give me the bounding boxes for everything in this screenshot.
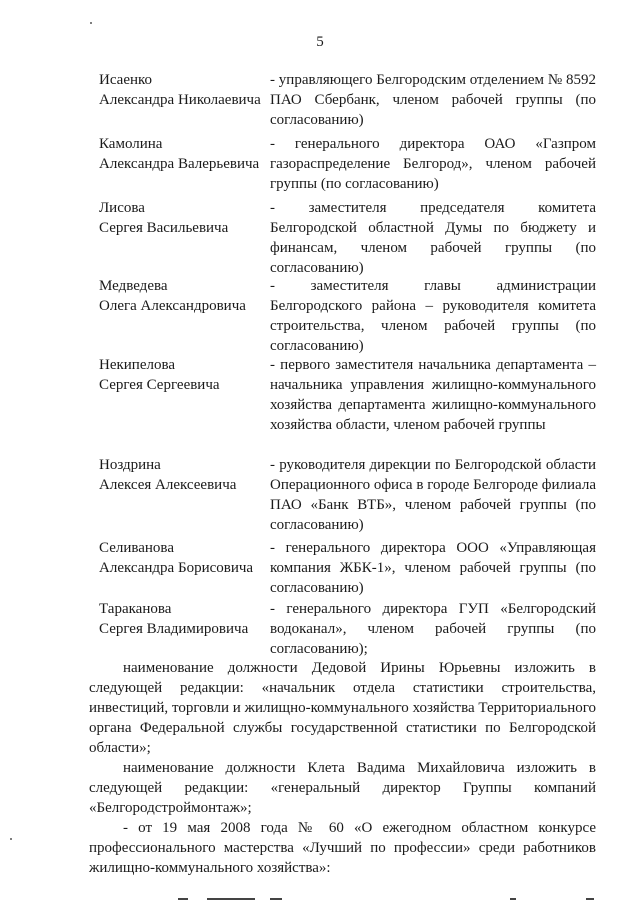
member-name — [99, 455, 269, 495]
member-role: - заместителя главы администрации Белгородского района – руководителя комитета строительства, членом рабочей группы (по согласованию) — [270, 278, 596, 354]
paragraph-resolution-60: - от 19 мая 2008 года № 60 «О ежегодном областном конкурсе профессионального мастерства «Лучший по профессии» среди работников жилищно-коммунального хозяйства»: — [89, 820, 596, 876]
member-surname: Тараканова — [99, 601, 172, 617]
scan-speck — [10, 838, 12, 840]
member-given-names: Олега Александровича — [99, 298, 246, 314]
member-name — [99, 70, 269, 110]
member-name — [99, 276, 269, 316]
member-surname: Медведева — [99, 278, 168, 294]
member-given-names: Сергея Сергеевича — [99, 377, 220, 393]
member-role: - генерального директора ГУП «Белгородский водоканал», членом рабочей группы (по согласованию); — [270, 601, 596, 657]
member-role: - управляющего Белгородским отделением № 8592 ПАО Сбербанк, членом рабочей группы (по согласованию) — [270, 72, 596, 128]
member-given-names: Александра Валерьевича — [99, 156, 260, 172]
member-surname: Некипелова — [99, 357, 176, 373]
member-name — [99, 198, 269, 238]
paragraph-kleta-title: наименование должности Клета Вадима Михайловича изложить в следующей редакции: «генеральный директор Группы компаний «Белгородстроймонтаж»; — [89, 760, 596, 816]
paragraph-dedova-title: наименование должности Дедовой Ирины Юрьевны изложить в следующей редакции: «начальник отдела статистики строительства, инвестиций, торговли и жилищно-коммунального хозяйства Территориального органа Федеральной службы государственной статистики по Белгородской области»; — [89, 660, 596, 756]
member-role: - генерального директора ОАО «Газпром газораспределение Белгород», членом рабочей группы (по согласованию) — [270, 136, 596, 192]
member-role: - генерального директора ООО «Управляющая компания ЖБК-1», членом рабочей группы (по согласованию) — [270, 540, 596, 596]
member-surname: Камолина — [99, 136, 163, 152]
member-role: - заместителя председателя комитета Белгородской областной Думы по бюджету и финансам, членом рабочей группы (по согласованию) — [270, 200, 596, 276]
member-surname: Исаенко — [99, 72, 153, 88]
scan-speck — [90, 22, 92, 24]
cut-off-next-line — [0, 893, 640, 905]
member-given-names: Алексея Алексеевича — [99, 477, 237, 493]
member-given-names: Александра Борисовича — [99, 560, 254, 576]
member-name — [99, 355, 269, 395]
member-role: - первого заместителя начальника департамента – начальника управления жилищно-коммунального хозяйства департамента жилищно-коммунального хозяйства области, членом рабочей группы — [270, 357, 596, 433]
member-given-names: Сергея Владимировича — [99, 621, 249, 637]
member-surname: Селиванова — [99, 540, 174, 556]
member-surname: Ноздрина — [99, 457, 161, 473]
member-name — [99, 599, 269, 639]
member-given-names: Сергея Васильевича — [99, 220, 229, 236]
member-role: - руководителя дирекции по Белгородской области Операционного офиса в городе Белгороде филиала ПАО «Банк ВТБ», членом рабочей группы (по согласованию) — [270, 457, 596, 533]
member-name — [99, 134, 269, 174]
page-number: 5 — [316, 34, 324, 50]
member-name — [99, 538, 269, 578]
member-surname: Лисова — [99, 200, 145, 216]
member-given-names: Александра Николаевича — [99, 92, 261, 108]
